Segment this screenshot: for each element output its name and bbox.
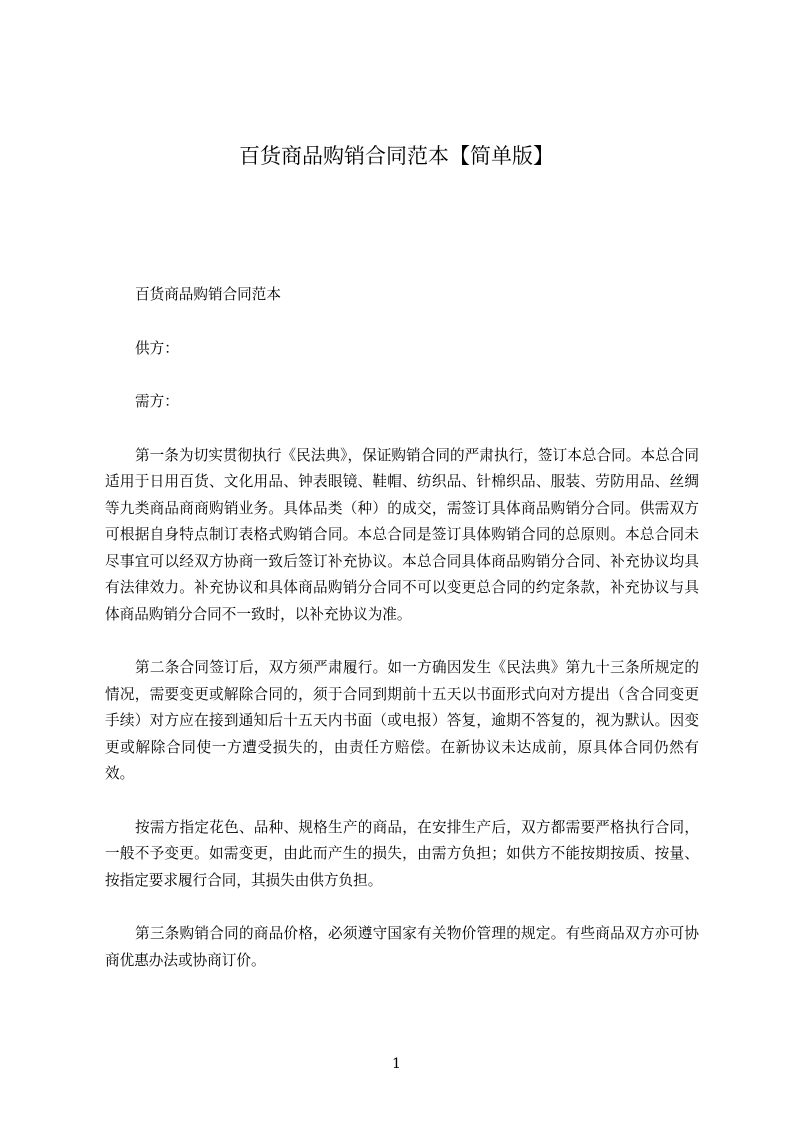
paragraph-heading: 百货商品购销合同范本 [135,286,281,303]
document-title: 百货商品购销合同范本【简单版】 [239,144,554,168]
paragraph-article-1: 第一条为切实贯彻执行《民法典》，保证购销合同的严肃执行，签订本总合同。本总合同适用于日用百货、文化用品、钟表眼镜、鞋帽、纺织品、针棉织品、服装、劳防用品、丝绸等九类商品商商购销业务。具体品类（种）的成交，需签订具体商品购销分合同。供需双方可根据自身特点制订表格式购销合同。本总合同是签订具体购销合同的总原则。本总合同未尽事宜可以经双方协商一致后签订补充协议。本总合同具体商品购销分合同、补充协议均具有法律效力。补充协议和具体商品购销分合同不可以变更总合同的约定条款，补充协议与具体商品购销分合同不一致时，以补充协议为准。 [105,446,699,623]
paragraph-article-2-supplement: 按需方指定花色、品种、规格生产的商品，在安排生产后，双方都需要严格执行合同，一般不予变更。如需变更，由此而产生的损失，由需方负担；如供方不能按期按质、按量、按指定要求履行合同，其损失由供方负担。 [105,818,699,889]
paragraph-article-3: 第三条购销合同的商品价格，必须遵守国家有关物价管理的规定。有些商品双方亦可协商优惠办法或协商订价。 [105,925,699,969]
paragraph-article-2: 第二条合同签订后，双方须严肃履行。如一方确因发生《民法典》第九十三条所规定的情况，需要变更或解除合同的，须于合同到期前十五天以书面形式向对方提出（含合同变更手续）对方应在接到通知后十五天内书面（或电报）答复，逾期不答复的，视为默认。因变更或解除合同使一方遭受损失的，由责任方赔偿。在新协议未达成前，原具体合同仍然有效。 [105,659,699,782]
paragraph-supplier: 供方： [135,339,179,357]
page-number: 1 [392,1056,401,1072]
document-body [105,282,699,1001]
paragraph-buyer: 需方： [135,393,179,410]
